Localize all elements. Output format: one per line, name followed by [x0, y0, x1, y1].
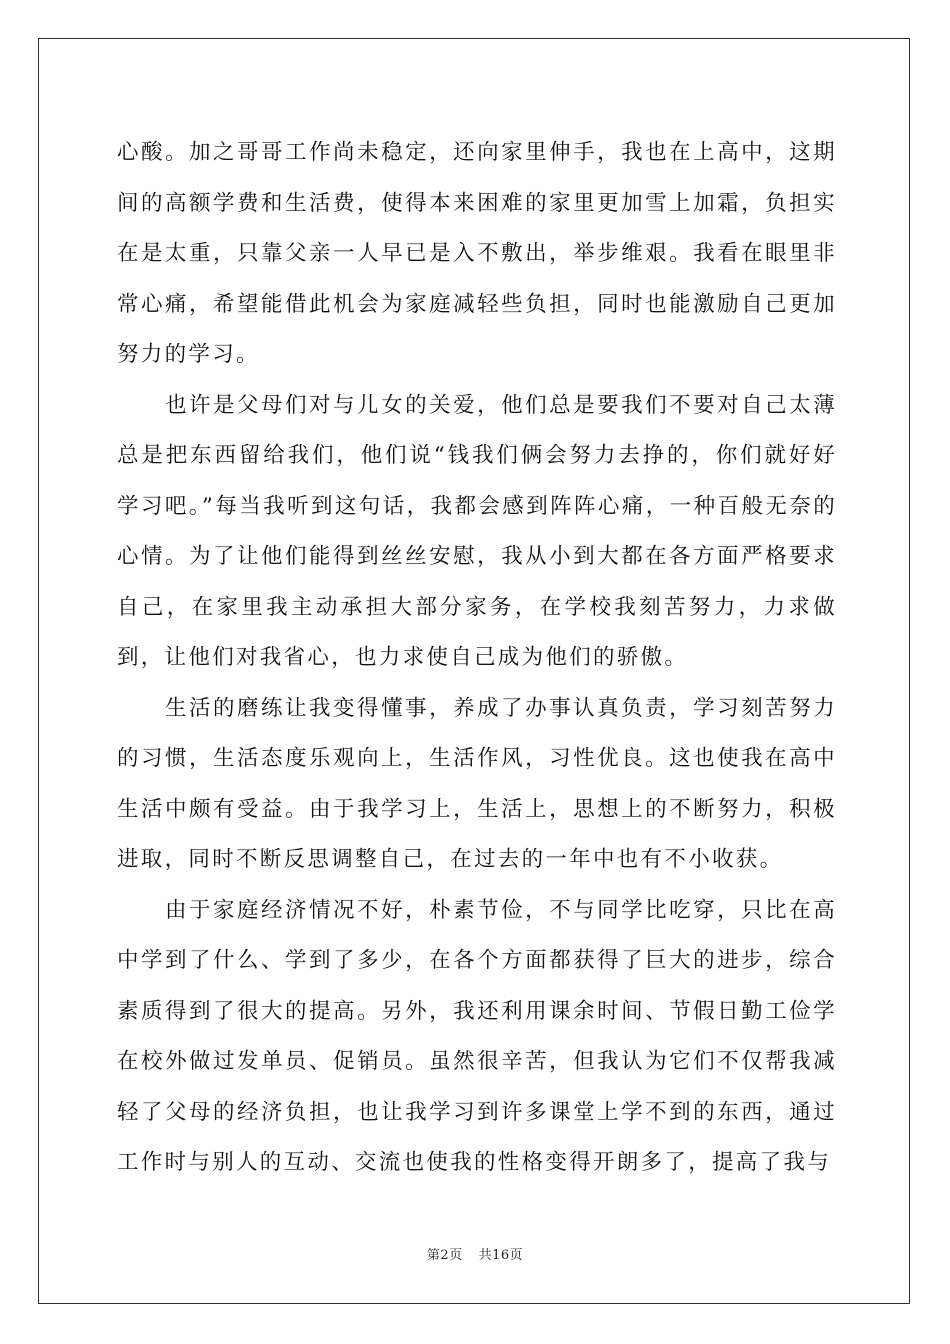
page-footer	[0, 1244, 950, 1263]
total-pages-label: 共16页	[478, 1248, 524, 1263]
paragraph-2: 也许是父母们对与儿女的关爱，他们总是要我们不要对自己太薄总是把东西留给我们，他们说“钱我们俩会努力去挣的，你们就好好学习吧。”每当我听到这句话，我都会感到阵阵心痛，一种百般无奈的心情。为了让他们能得到丝丝安慰，我从小到大都在各方面严格要求自己，在家里我主动承担大部分家务，在学校我刻苦努力，力求做到，让他们对我省心，也力求使自己成为他们的骄傲。	[117, 392, 837, 670]
paragraph-1: 心酸。加之哥哥工作尚未稳定，还向家里伸手，我也在上高中，这期间的高额学费和生活费，使得本来困难的家里更加雪上加霜，负担实在是太重，只靠父亲一人早已是入不敷出，举步维艰。我看在眼里非常心痛，希望能借此机会为家庭减轻些负担，同时也能激励自己更加努力的学习。	[117, 140, 837, 367]
document-body	[117, 128, 837, 1189]
paragraph-3: 生活的磨练让我变得懂事，养成了办事认真负责，学习刻苦努力的习惯，生活态度乐观向上，生活作风，习性优良。这也使我在高中生活中颇有受益。由于我学习上，生活上，思想上的不断努力，积极进取，同时不断反思调整自己，在过去的一年中也有不小收获。	[117, 695, 837, 872]
paragraph-4: 由于家庭经济情况不好，朴素节俭，不与同学比吃穿，只比在高中学到了什么、学到了多少，在各个方面都获得了巨大的进步，综合素质得到了很大的提高。另外，我还利用课余时间、节假日勤工俭学在校外做过发单员、促销员。虽然很辛苦，但我认为它们不仅帮我减轻了父母的经济负担，也让我学习到许多课堂上学不到的东西，通过工作时与别人的互动、交流也使我的性格变得开朗多了，提高了我与	[117, 897, 837, 1175]
current-page-label: 第2页	[426, 1248, 463, 1263]
